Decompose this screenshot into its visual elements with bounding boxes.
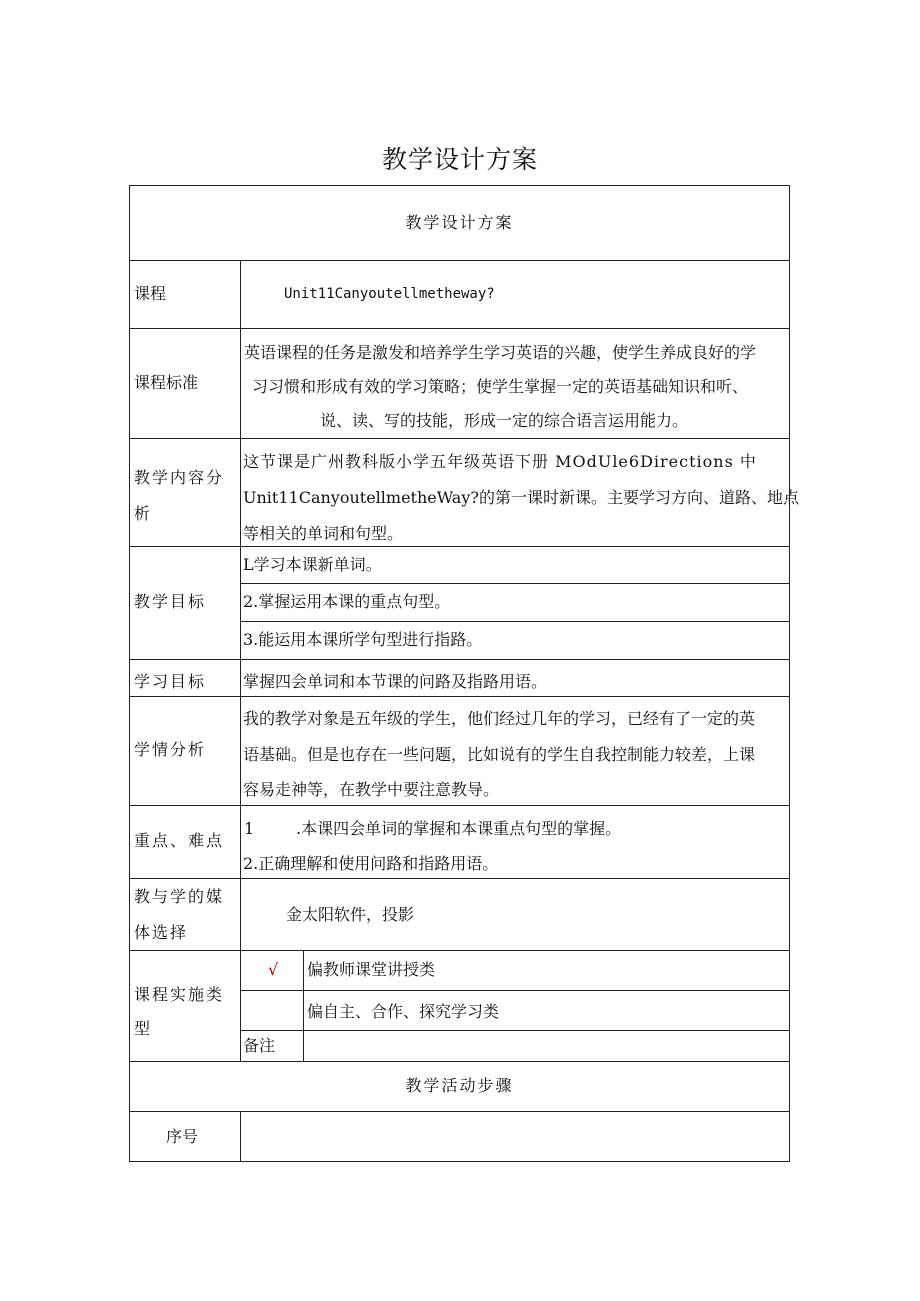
learner-analysis-label: 学情分析 [134, 740, 207, 759]
table-title: 教学设计方案 [405, 213, 514, 232]
key-point-item: 2.正确理解和使用问路和指路用语。 [243, 854, 499, 873]
objective-item: 2.掌握运用本课的重点句型。 [243, 592, 451, 611]
column-divider [303, 950, 304, 1061]
key-points-label: 重点、难点 [134, 831, 225, 850]
row-divider [240, 990, 790, 991]
row-divider [129, 950, 790, 951]
activities-title: 教学活动步骤 [405, 1076, 514, 1095]
sequence-label: 序号 [166, 1127, 199, 1146]
objective-item: 3.能运用本课所学句型进行指路。 [243, 630, 483, 649]
implementation-option: 偏自主、合作、探究学习类 [307, 1002, 500, 1021]
row-divider [129, 659, 790, 660]
standard-label: 课程标准 [134, 373, 199, 392]
learning-goal-label: 学习目标 [134, 672, 207, 691]
note-label: 备注 [243, 1036, 276, 1055]
implementation-label: 型 [134, 1019, 151, 1038]
standard-line: 英语课程的任务是激发和培养学生学习英语的兴趣，使学生养成良好的学 [244, 343, 757, 362]
standard-line: 说、读、写的技能，形成一定的综合语言运用能力。 [320, 411, 689, 430]
objective-item: L学习本课新单词。 [243, 555, 382, 574]
objectives-label: 教学目标 [134, 592, 207, 611]
standard-line: 习习惯和形成有效的学习策略；使学生掌握一定的英语基础知识和听、 [252, 377, 749, 396]
row-divider [129, 260, 790, 261]
content-analysis-line: 这节课是广州教科版小学五年级英语下册 MOdUle6Directions 中 [243, 452, 757, 471]
media-label: 体选择 [134, 923, 189, 942]
learner-analysis-line: 容易走神等，在教学中要注意教导。 [243, 780, 500, 799]
key-point-number: 1 [244, 819, 255, 838]
content-analysis-label: 教学内容分 [134, 468, 225, 487]
row-divider [129, 328, 790, 329]
content-analysis-line: Unit11CanyoutellmetheWay?的第一课时新课。主要学习方向、道路、地点 [243, 488, 799, 507]
learner-analysis-line: 语基础。但是也存在一些问题，比如说有的学生自我控制能力较差，上课 [243, 745, 756, 764]
media-label: 教与学的媒 [134, 887, 225, 906]
learning-goal-value: 掌握四会单词和本节课的问路及指路用语。 [243, 672, 548, 691]
course-label: 课程 [134, 284, 167, 303]
checkmark-icon: √ [268, 960, 279, 979]
content-analysis-label: 析 [134, 504, 151, 523]
column-divider [240, 1111, 241, 1162]
document-title: 教学设计方案 [381, 145, 538, 174]
row-divider [129, 1111, 790, 1112]
implementation-option: 偏教师课堂讲授类 [307, 960, 436, 979]
row-divider [240, 1030, 790, 1031]
learner-analysis-line: 我的教学对象是五年级的学生，他们经过几年的学习，已经有了一定的英 [243, 709, 756, 728]
content-analysis-line: 等相关的单词和句型。 [243, 524, 404, 543]
row-divider [129, 1061, 790, 1062]
implementation-label: 课程实施类 [134, 985, 225, 1004]
column-divider [240, 260, 241, 1061]
media-value: 金太阳软件，投影 [286, 905, 415, 924]
row-divider [129, 546, 790, 547]
course-value: Unit11Canyoutellmetheway? [284, 286, 495, 302]
key-point-item: .本课四会单词的掌握和本课重点句型的掌握。 [296, 819, 622, 838]
